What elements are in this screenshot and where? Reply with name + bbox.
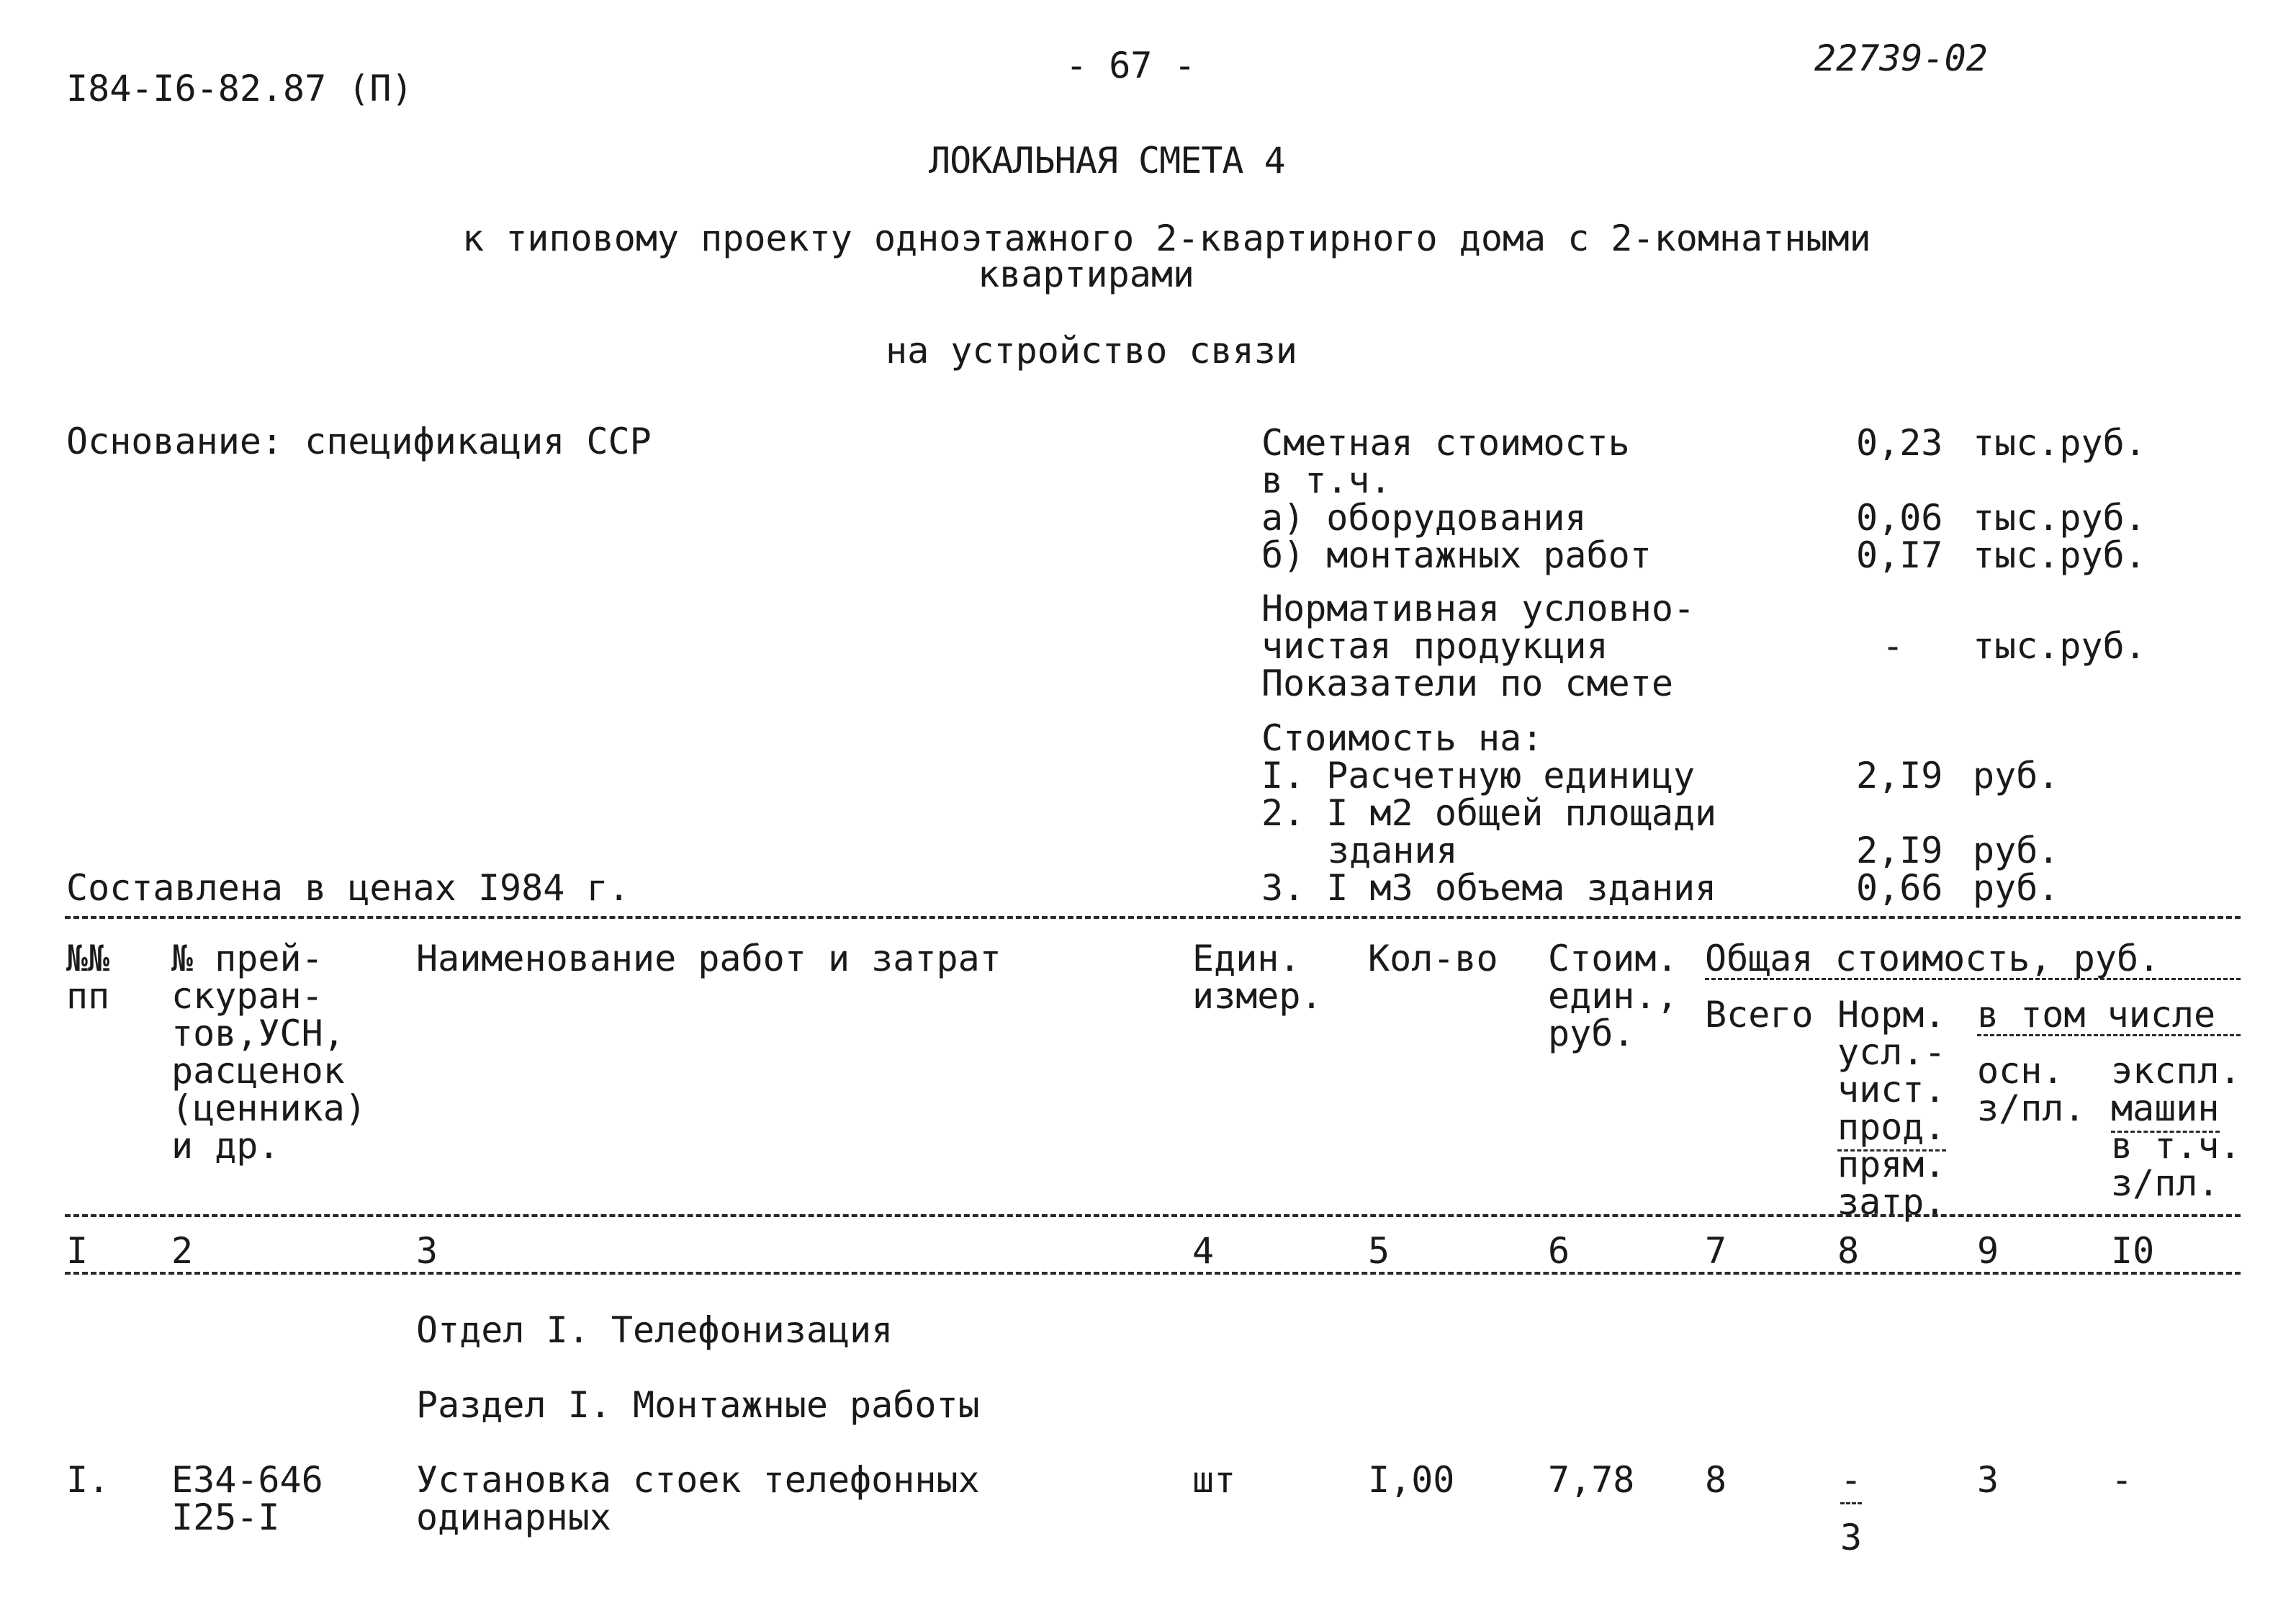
header-text: расценок (171, 1050, 345, 1092)
header-text: в т.ч. (2111, 1125, 2241, 1167)
header-text: экспл. (2111, 1050, 2241, 1092)
cost-item1-value: 2,I9 (1856, 755, 1943, 796)
column-number: 2 (171, 1230, 194, 1272)
header-col-qty: Кол-во (1368, 938, 1498, 979)
header-text: № прей- (171, 938, 323, 979)
header-text: измер. (1192, 975, 1323, 1017)
cost-item3-label: 3. I м3 объема здания (1261, 867, 1717, 909)
cost-item2-value: 2,I9 (1856, 830, 1943, 871)
header-col-code (171, 938, 366, 1167)
column-number: 4 (1192, 1230, 1215, 1272)
summary-values (1856, 422, 1943, 576)
column-number: 8 (1837, 1230, 1860, 1272)
summary-unit: тыс.руб. (1973, 497, 2146, 539)
header-sub-group-text: в том числе (1977, 997, 2241, 1036)
row-norm-bottom: 3 (1840, 1517, 1863, 1558)
column-number: I (66, 1230, 89, 1272)
row-unit: шт (1192, 1459, 1236, 1501)
header-text: Стоим. (1548, 938, 1678, 979)
norm-product-labels (1261, 588, 1696, 704)
cost-item3-unit: руб. (1973, 867, 2060, 909)
header-text (2111, 1087, 2241, 1129)
row-work-name (416, 1459, 980, 1538)
row-norm-top (1840, 1459, 1863, 1501)
header-text: №№ (66, 938, 110, 979)
summary-value: 0,I7 (1856, 534, 1943, 576)
section-heading: Раздел I. Монтажные работы (416, 1384, 980, 1426)
header-text: осн. (1977, 1050, 2064, 1092)
header-text: прям. (1837, 1144, 1946, 1185)
norm-product-value: - (1882, 625, 1904, 667)
row-total: 8 (1705, 1459, 1727, 1501)
summary-value (1856, 462, 1942, 500)
header-text: Един. (1192, 938, 1301, 979)
summary-labels (1261, 422, 1652, 576)
column-number: 9 (1977, 1230, 1999, 1272)
row-unit-cost: 7,78 (1548, 1459, 1635, 1501)
header-group-total-text: Общая стоимость, руб. (1705, 941, 2241, 980)
cost-item1-label: I. Расчетную единицу (1261, 755, 1696, 796)
row-machines: - (2111, 1459, 2133, 1501)
header-text: и др. (171, 1125, 280, 1167)
header-text: скуран- (171, 975, 323, 1017)
estimate-title: ЛОКАЛЬНАЯ СМЕТА 4 (929, 140, 1285, 181)
header-col-num (66, 938, 110, 1017)
row-name-line: одинарных (416, 1496, 611, 1538)
cost-item2-unit: руб. (1973, 830, 2060, 871)
basis-text: Основание: спецификация ССР (66, 421, 652, 462)
header-text: чист. (1837, 1069, 1946, 1110)
row-norm-top-value: - (1840, 1459, 1862, 1504)
cost-item3-value: 0,66 (1856, 867, 1943, 909)
column-number: I0 (2111, 1230, 2155, 1272)
norm-product-unit: тыс.руб. (1973, 625, 2146, 667)
cost-indicator-labels (1261, 717, 1717, 909)
header-col-wage (1977, 1050, 2086, 1129)
header-text-underlined: машин (2111, 1087, 2220, 1133)
row-quantity: I,00 (1368, 1459, 1455, 1501)
header-text: усл.- (1837, 1031, 1946, 1073)
row-name-line: Установка стоек телефонных (416, 1459, 980, 1501)
header-col-name: Наименование работ и затрат (416, 938, 1001, 979)
row-number: I. (66, 1459, 110, 1501)
column-numbers-rule (65, 1272, 2241, 1275)
header-group-total (1705, 938, 2241, 980)
column-number: 6 (1548, 1230, 1570, 1272)
summary-label: а) оборудования (1261, 497, 1587, 539)
header-col-unit-cost (1548, 938, 1678, 1054)
header-col-norm (1837, 994, 1946, 1223)
estimate-purpose: на устройство связи (886, 330, 1297, 372)
sheet-number: 22739-02 (1814, 37, 1988, 79)
header-col-total: Всего (1705, 994, 1814, 1036)
summary-label: в т.ч. (1261, 459, 1392, 501)
summary-value: 0,23 (1856, 422, 1943, 464)
department-heading: Отдел I. Телефонизация (416, 1309, 893, 1351)
header-text: един., (1548, 975, 1678, 1017)
summary-unit: тыс.руб. (1973, 534, 2146, 576)
cost-item2-label-cont: здания (1328, 830, 1458, 871)
table-top-rule (65, 916, 2241, 919)
column-number: 7 (1705, 1230, 1727, 1272)
header-text-underlined: прод. (1837, 1106, 1946, 1152)
estimate-subtitle-line1: к типовому проекту одноэтажного 2-квартирного дома с 2-комнатными (462, 217, 1871, 259)
doc-code: I84-I6-82.87 (П) (66, 68, 413, 109)
header-text: (ценника) (171, 1087, 366, 1129)
column-number: 5 (1368, 1230, 1390, 1272)
header-col-unit (1192, 938, 1323, 1017)
summary-label: б) монтажных работ (1261, 534, 1652, 576)
header-text: з/пл. (2111, 1162, 2220, 1204)
header-text (1837, 1106, 1946, 1148)
row-code: Е34-646 (171, 1459, 323, 1501)
row-basic-wage: 3 (1977, 1459, 1999, 1501)
norm-label-line3: Показатели по смете (1261, 663, 1673, 704)
header-text: тов,УСН, (171, 1013, 345, 1054)
header-text: руб. (1548, 1013, 1635, 1054)
header-col-machines (2111, 1050, 2241, 1204)
summary-units (1973, 422, 2146, 576)
summary-unit (1973, 462, 2146, 500)
column-number: 3 (416, 1230, 438, 1272)
header-text: з/пл. (1977, 1087, 2086, 1129)
page-number: - 67 - (1066, 45, 1196, 86)
summary-label: Сметная стоимость (1261, 422, 1630, 464)
header-sub-group (1977, 994, 2241, 1036)
summary-value: 0,06 (1856, 497, 1943, 539)
norm-label-line1: Нормативная условно- (1261, 588, 1696, 629)
header-text: пп (66, 975, 110, 1017)
cost-heading: Стоимость на: (1261, 717, 1544, 759)
cost-item2-label: 2. I м2 общей площади (1261, 792, 1717, 834)
row-code: I25-I (171, 1496, 280, 1538)
estimate-subtitle-line2: квартирами (978, 253, 1195, 295)
header-text: Норм. (1837, 994, 1946, 1036)
cost-item1-unit: руб. (1973, 755, 2060, 796)
prices-text: Составлена в ценах I984 г. (66, 867, 630, 909)
norm-label-line2: чистая продукция (1261, 625, 1608, 667)
summary-unit: тыс.руб. (1973, 422, 2146, 464)
row-price-codes (171, 1459, 323, 1538)
header-text: затр. (1837, 1181, 1946, 1223)
